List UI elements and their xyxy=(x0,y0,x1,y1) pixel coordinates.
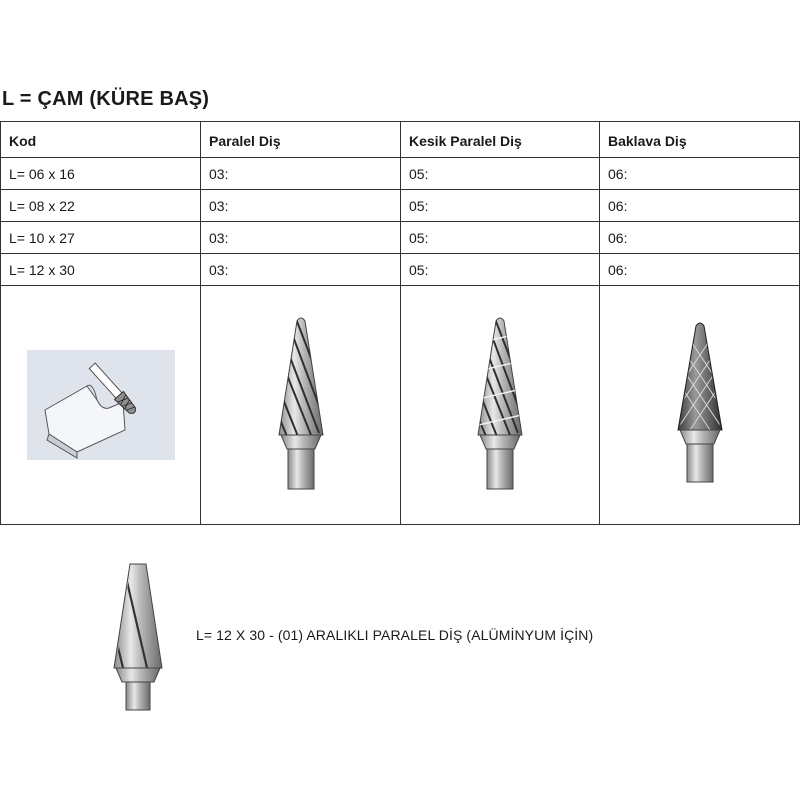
parallel-cut-image-cell xyxy=(201,286,401,525)
product-code-table xyxy=(0,121,800,525)
image-row xyxy=(1,286,800,525)
interrupted-parallel-cut-burr-image xyxy=(470,315,530,495)
page-title: L = ÇAM (KÜRE BAŞ) xyxy=(2,88,210,110)
interrupted-parallel-cut-image-cell xyxy=(401,286,600,525)
column-header-parallel-cut: Paralel Diş xyxy=(201,122,401,158)
diamond-code-cell: 06: xyxy=(600,222,800,254)
diamond-code-cell: 06: xyxy=(600,254,800,286)
interrupted-code-cell: 05: xyxy=(401,222,600,254)
table-row xyxy=(1,158,800,190)
diamond-code-cell: 06: xyxy=(600,190,800,222)
table-row xyxy=(1,190,800,222)
size-code-cell: L= 08 x 22 xyxy=(1,190,201,222)
column-header-diamond-cut: Baklava Diş xyxy=(600,122,800,158)
parallel-code-cell: 03: xyxy=(201,222,401,254)
usage-illustration xyxy=(27,350,175,460)
aluminum-burr-caption: L= 12 X 30 - (01) ARALIKLI PARALEL DİŞ (ALÜMİNYUM İÇİN) xyxy=(196,627,594,643)
table-row xyxy=(1,254,800,286)
size-code-cell: L= 10 x 27 xyxy=(1,222,201,254)
aluminum-cut-burr-image xyxy=(108,560,168,712)
interrupted-code-cell: 05: xyxy=(401,254,600,286)
diamond-cut-image-cell xyxy=(600,286,800,525)
size-code-cell: L= 12 x 30 xyxy=(1,254,201,286)
diamond-code-cell: 06: xyxy=(600,158,800,190)
table-row xyxy=(1,222,800,254)
parallel-code-cell: 03: xyxy=(201,158,401,190)
interrupted-code-cell: 05: xyxy=(401,190,600,222)
usage-illustration-cell xyxy=(1,286,201,525)
column-header-code: Kod xyxy=(1,122,201,158)
size-code-cell: L= 06 x 16 xyxy=(1,158,201,190)
parallel-code-cell: 03: xyxy=(201,190,401,222)
column-header-interrupted-parallel-cut: Kesik Paralel Diş xyxy=(401,122,600,158)
diamond-cut-burr-image xyxy=(670,320,730,490)
interrupted-code-cell: 05: xyxy=(401,158,600,190)
parallel-code-cell: 03: xyxy=(201,254,401,286)
parallel-cut-burr-image xyxy=(271,315,331,495)
table-header-row xyxy=(1,122,800,158)
